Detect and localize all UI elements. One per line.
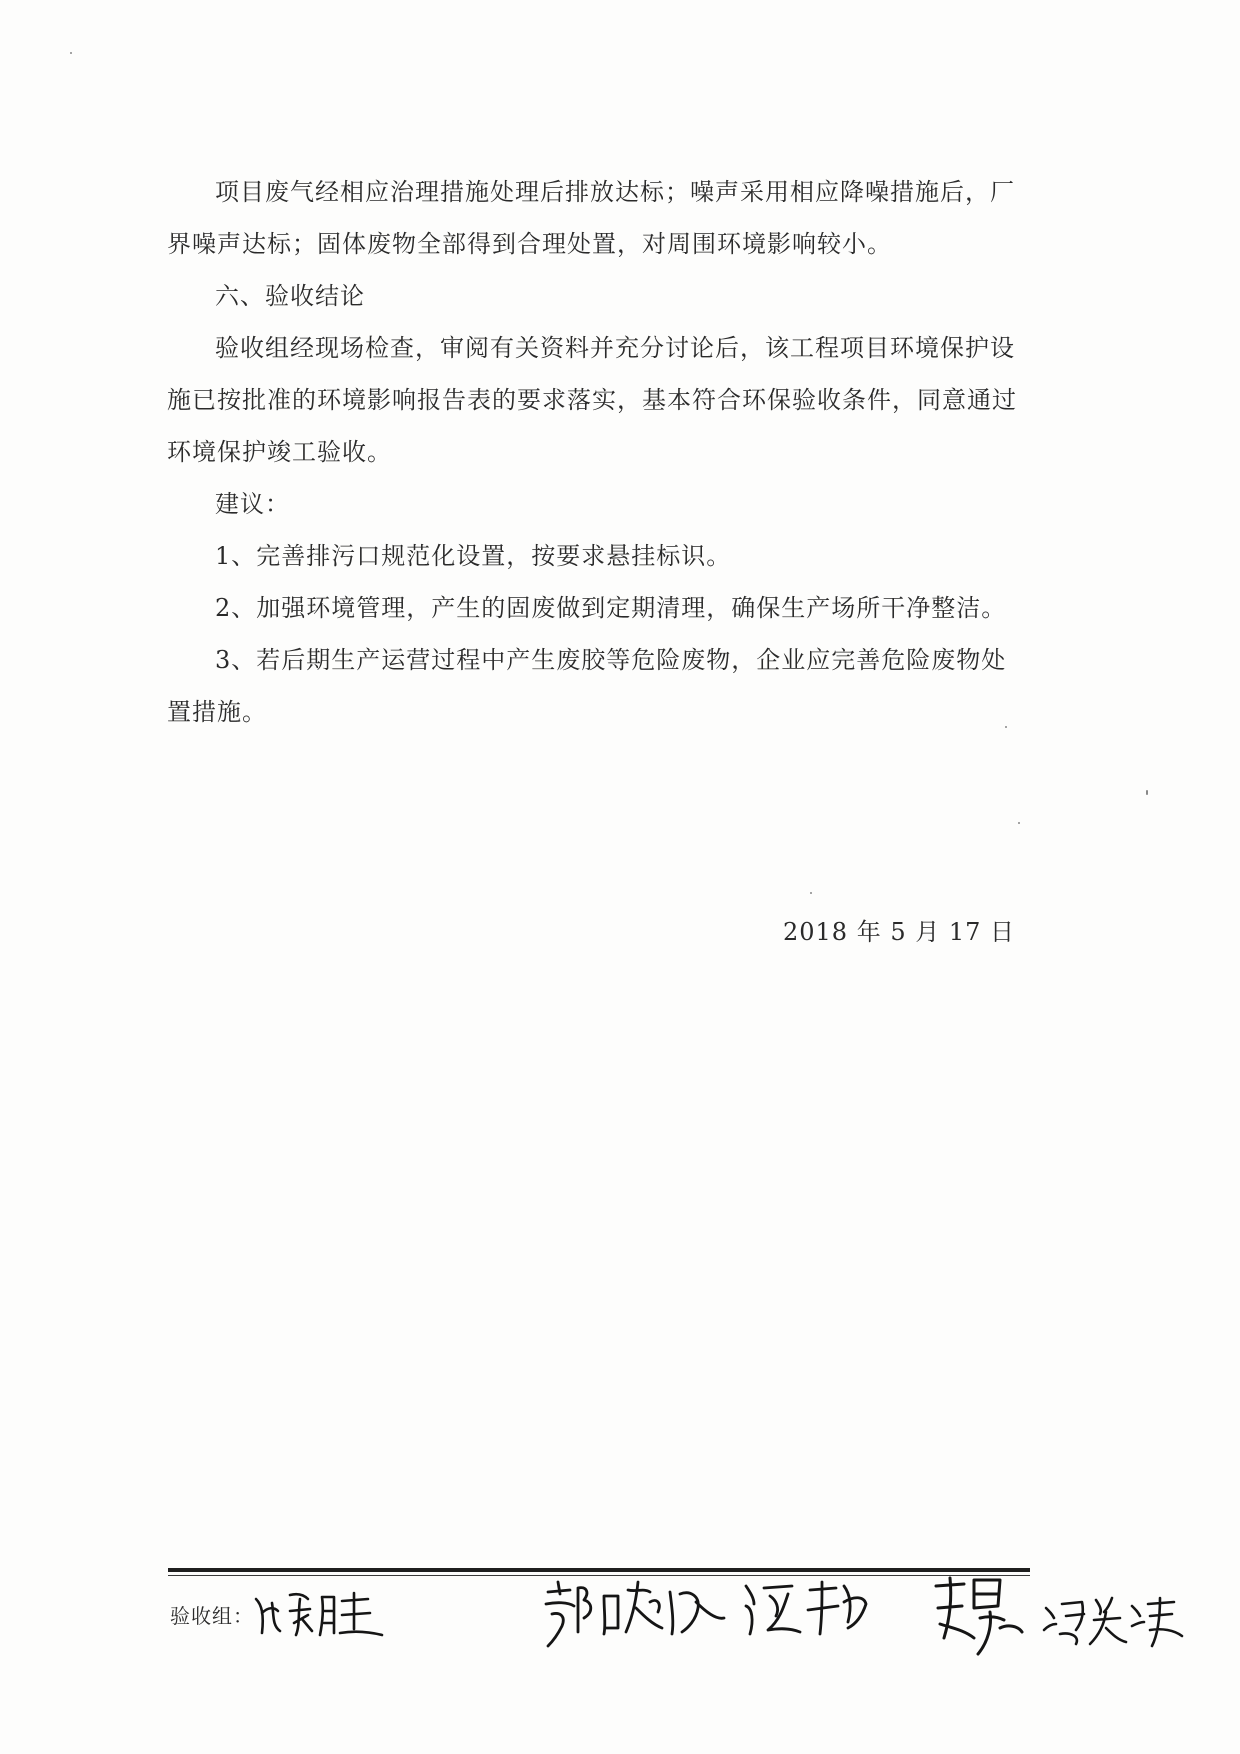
paragraph-conclusion: 验收组经现场检查，审阅有关资料并充分讨论后，该工程项目环境保护设施已按批准的环境影响报告表的要求落实，基本符合环保验收条件，同意通过环境保护竣工验收。	[167, 334, 1017, 466]
signature-label: 验收组：	[170, 1604, 254, 1628]
suggestions-heading: 建议：	[215, 490, 290, 518]
scan-speck	[1005, 726, 1007, 728]
section-heading-conclusion: 六、验收结论	[215, 282, 365, 310]
signature-3	[740, 1576, 870, 1644]
scan-speck	[810, 892, 812, 894]
paragraph-emissions-summary: 项目废气经相应治理措施处理后排放达标；噪声采用相应降噪措施后，厂界噪声达标；固体废物全部得到合理处置，对周围环境影响较小。	[167, 178, 1015, 258]
signature-1	[250, 1585, 390, 1641]
suggestion-item-2: 2、加强环境管理，产生的固废做到定期清理，确保生产场所干净整洁。	[215, 594, 1007, 622]
suggestion-item-1: 1、完善排污口规范化设置，按要求悬挂标识。	[215, 542, 732, 570]
scan-speck	[1146, 790, 1148, 795]
suggestion-item-3: 3、若后期生产运营过程中产生废胶等危险废物，企业应完善危险废物处置措施。	[167, 646, 1007, 726]
signature-4	[930, 1568, 1030, 1660]
scan-speck	[70, 52, 72, 54]
scan-speck	[1018, 822, 1020, 824]
signature-2	[540, 1572, 730, 1652]
document-date: 2018 年 5 月 17 日	[783, 918, 1016, 946]
signature-5	[1040, 1590, 1190, 1650]
